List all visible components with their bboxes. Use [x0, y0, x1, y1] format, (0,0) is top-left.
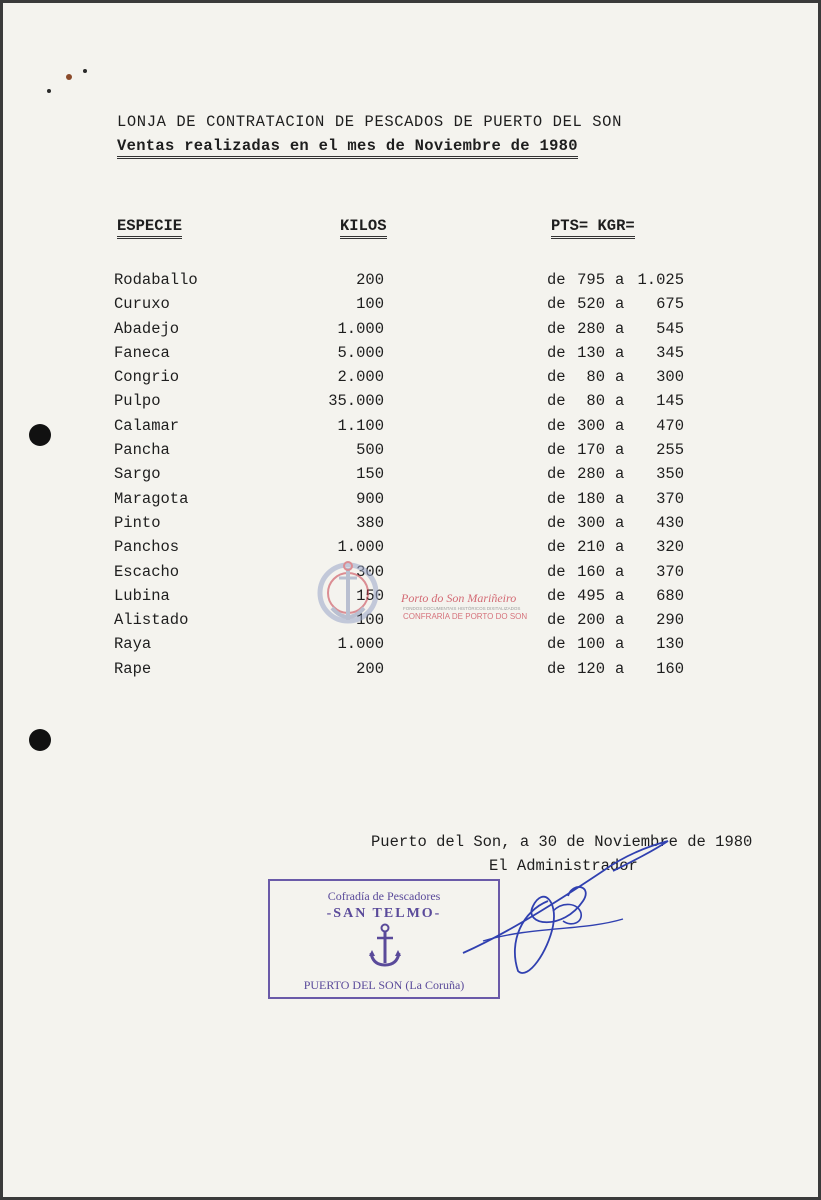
column-header-kilos: KILOS	[340, 217, 387, 239]
species-name: Pulpo	[114, 392, 161, 411]
species-name: Raya	[114, 635, 152, 654]
price-from: 280	[577, 319, 605, 338]
price-from: 170	[577, 441, 605, 460]
species-name: Pancha	[114, 441, 170, 460]
kilos-value: 150	[356, 465, 384, 484]
price-to: 350	[656, 465, 684, 484]
price-from: 200	[577, 611, 605, 630]
table-row	[3, 271, 818, 295]
table-row	[3, 320, 818, 344]
place-date: Puerto del Son, a 30 de Noviembre de 1980	[371, 833, 753, 851]
kilos-value: 5.000	[337, 343, 384, 362]
kilos-value: 300	[356, 562, 384, 581]
price-to: 345	[656, 343, 684, 362]
species-name: Lubina	[114, 586, 170, 605]
document-page	[3, 3, 818, 1197]
price-to: 160	[656, 659, 684, 678]
signatory-title: El Administrador	[489, 857, 638, 875]
table-row	[3, 538, 818, 562]
table-row	[3, 368, 818, 392]
price-from: 300	[577, 416, 605, 435]
kilos-value: 1.100	[337, 416, 384, 435]
price-to: 545	[656, 319, 684, 338]
watermark-logo-icon	[315, 558, 401, 644]
species-name: Alistado	[114, 611, 189, 630]
price-from: 80	[586, 392, 605, 411]
kilos-value: 100	[356, 295, 384, 314]
price-to: 370	[656, 562, 684, 581]
paper-mark	[66, 74, 72, 80]
price-a-label: a	[615, 465, 625, 484]
anchor-icon	[368, 923, 402, 969]
price-to: 680	[656, 586, 684, 605]
price-to: 470	[656, 416, 684, 435]
price-de-label: de	[547, 586, 566, 605]
price-a-label: a	[615, 319, 625, 338]
price-a-label: a	[615, 538, 625, 557]
price-de-label: de	[547, 489, 566, 508]
price-a-label: a	[615, 368, 625, 387]
price-a-label: a	[615, 586, 625, 605]
watermark-org: CONFRARÍA DE PORTO DO SON	[403, 612, 528, 621]
table-row	[3, 514, 818, 538]
punch-hole	[29, 729, 51, 751]
kilos-value: 1.000	[337, 635, 384, 654]
table-row	[3, 563, 818, 587]
table-row	[3, 490, 818, 514]
document-subtitle: Ventas realizadas en el mes de Noviembre de 1980	[117, 137, 578, 159]
price-from: 280	[577, 465, 605, 484]
price-a-label: a	[615, 441, 625, 460]
price-de-label: de	[547, 368, 566, 387]
kilos-value: 900	[356, 489, 384, 508]
price-a-label: a	[615, 562, 625, 581]
price-a-label: a	[615, 416, 625, 435]
kilos-value: 150	[356, 586, 384, 605]
price-from: 160	[577, 562, 605, 581]
price-de-label: de	[547, 441, 566, 460]
price-a-label: a	[615, 635, 625, 654]
kilos-value: 1.000	[337, 319, 384, 338]
price-to: 430	[656, 513, 684, 532]
price-a-label: a	[615, 659, 625, 678]
price-to: 300	[656, 368, 684, 387]
kilos-value: 200	[356, 659, 384, 678]
table-row	[3, 344, 818, 368]
price-de-label: de	[547, 635, 566, 654]
kilos-value: 200	[356, 271, 384, 289]
species-name: Panchos	[114, 538, 180, 557]
species-name: Pinto	[114, 513, 161, 532]
table-row	[3, 295, 818, 319]
species-name: Abadejo	[114, 319, 180, 338]
price-a-label: a	[615, 392, 625, 411]
price-de-label: de	[547, 392, 566, 411]
price-de-label: de	[547, 562, 566, 581]
price-a-label: a	[615, 611, 625, 630]
stamp-line-1: Cofradía de Pescadores	[327, 889, 441, 903]
table-row	[3, 635, 818, 659]
species-name: Rodaballo	[114, 271, 198, 289]
stamp-line-2: -SAN TELMO-	[326, 906, 442, 921]
kilos-value: 35.000	[328, 392, 384, 411]
price-to: 255	[656, 441, 684, 460]
price-from: 130	[577, 343, 605, 362]
table-row	[3, 441, 818, 465]
signature-icon	[453, 831, 683, 981]
price-de-label: de	[547, 343, 566, 362]
price-a-label: a	[615, 489, 625, 508]
paper-mark	[47, 89, 51, 93]
species-name: Sargo	[114, 465, 161, 484]
species-name: Faneca	[114, 343, 170, 362]
price-from: 520	[577, 295, 605, 314]
table-row	[3, 392, 818, 416]
price-de-label: de	[547, 416, 566, 435]
price-de-label: de	[547, 513, 566, 532]
price-to: 675	[656, 295, 684, 314]
price-to: 370	[656, 489, 684, 508]
price-de-label: de	[547, 465, 566, 484]
price-a-label: a	[615, 513, 625, 532]
price-de-label: de	[547, 271, 566, 289]
price-to: 1.025	[637, 271, 684, 289]
price-from: 100	[577, 635, 605, 654]
kilos-value: 380	[356, 513, 384, 532]
watermark-brand: Porto do Son Mariñeiro	[401, 591, 517, 605]
price-to: 320	[656, 538, 684, 557]
kilos-value: 1.000	[337, 538, 384, 557]
price-a-label: a	[615, 295, 625, 314]
kilos-value: 2.000	[337, 368, 384, 387]
price-de-label: de	[547, 659, 566, 678]
price-from: 80	[586, 368, 605, 387]
price-to: 290	[656, 611, 684, 630]
document-title: LONJA DE CONTRATACION DE PESCADOS DE PUERTO DEL SON	[117, 113, 622, 131]
price-a-label: a	[615, 343, 625, 362]
price-from: 300	[577, 513, 605, 532]
species-name: Escacho	[114, 562, 180, 581]
column-header-especie: ESPECIE	[117, 217, 182, 239]
price-de-label: de	[547, 295, 566, 314]
table-row	[3, 465, 818, 489]
price-from: 180	[577, 489, 605, 508]
species-name: Congrio	[114, 368, 180, 387]
price-from: 495	[577, 586, 605, 605]
price-de-label: de	[547, 611, 566, 630]
column-header-price: PTS= KGR=	[551, 217, 635, 239]
kilos-value: 100	[356, 611, 384, 630]
kilos-value: 500	[356, 441, 384, 460]
table-row	[3, 660, 818, 684]
price-de-label: de	[547, 538, 566, 557]
price-to: 130	[656, 635, 684, 654]
price-from: 120	[577, 659, 605, 678]
price-from: 795	[577, 271, 605, 289]
species-name: Calamar	[114, 416, 180, 435]
price-from: 210	[577, 538, 605, 557]
price-de-label: de	[547, 319, 566, 338]
sales-table	[3, 271, 818, 684]
stamp-line-3: PUERTO DEL SON (La Coruña)	[303, 978, 465, 992]
species-name: Maragota	[114, 489, 189, 508]
price-to: 145	[656, 392, 684, 411]
paper-mark	[83, 69, 87, 73]
species-name: Rape	[114, 659, 152, 678]
price-a-label: a	[615, 271, 625, 289]
species-name: Curuxo	[114, 295, 170, 314]
table-row	[3, 417, 818, 441]
watermark-line: FONDOS DOCUMENTAIS HISTÓRICOS DIXITALIZADOS	[403, 606, 521, 611]
